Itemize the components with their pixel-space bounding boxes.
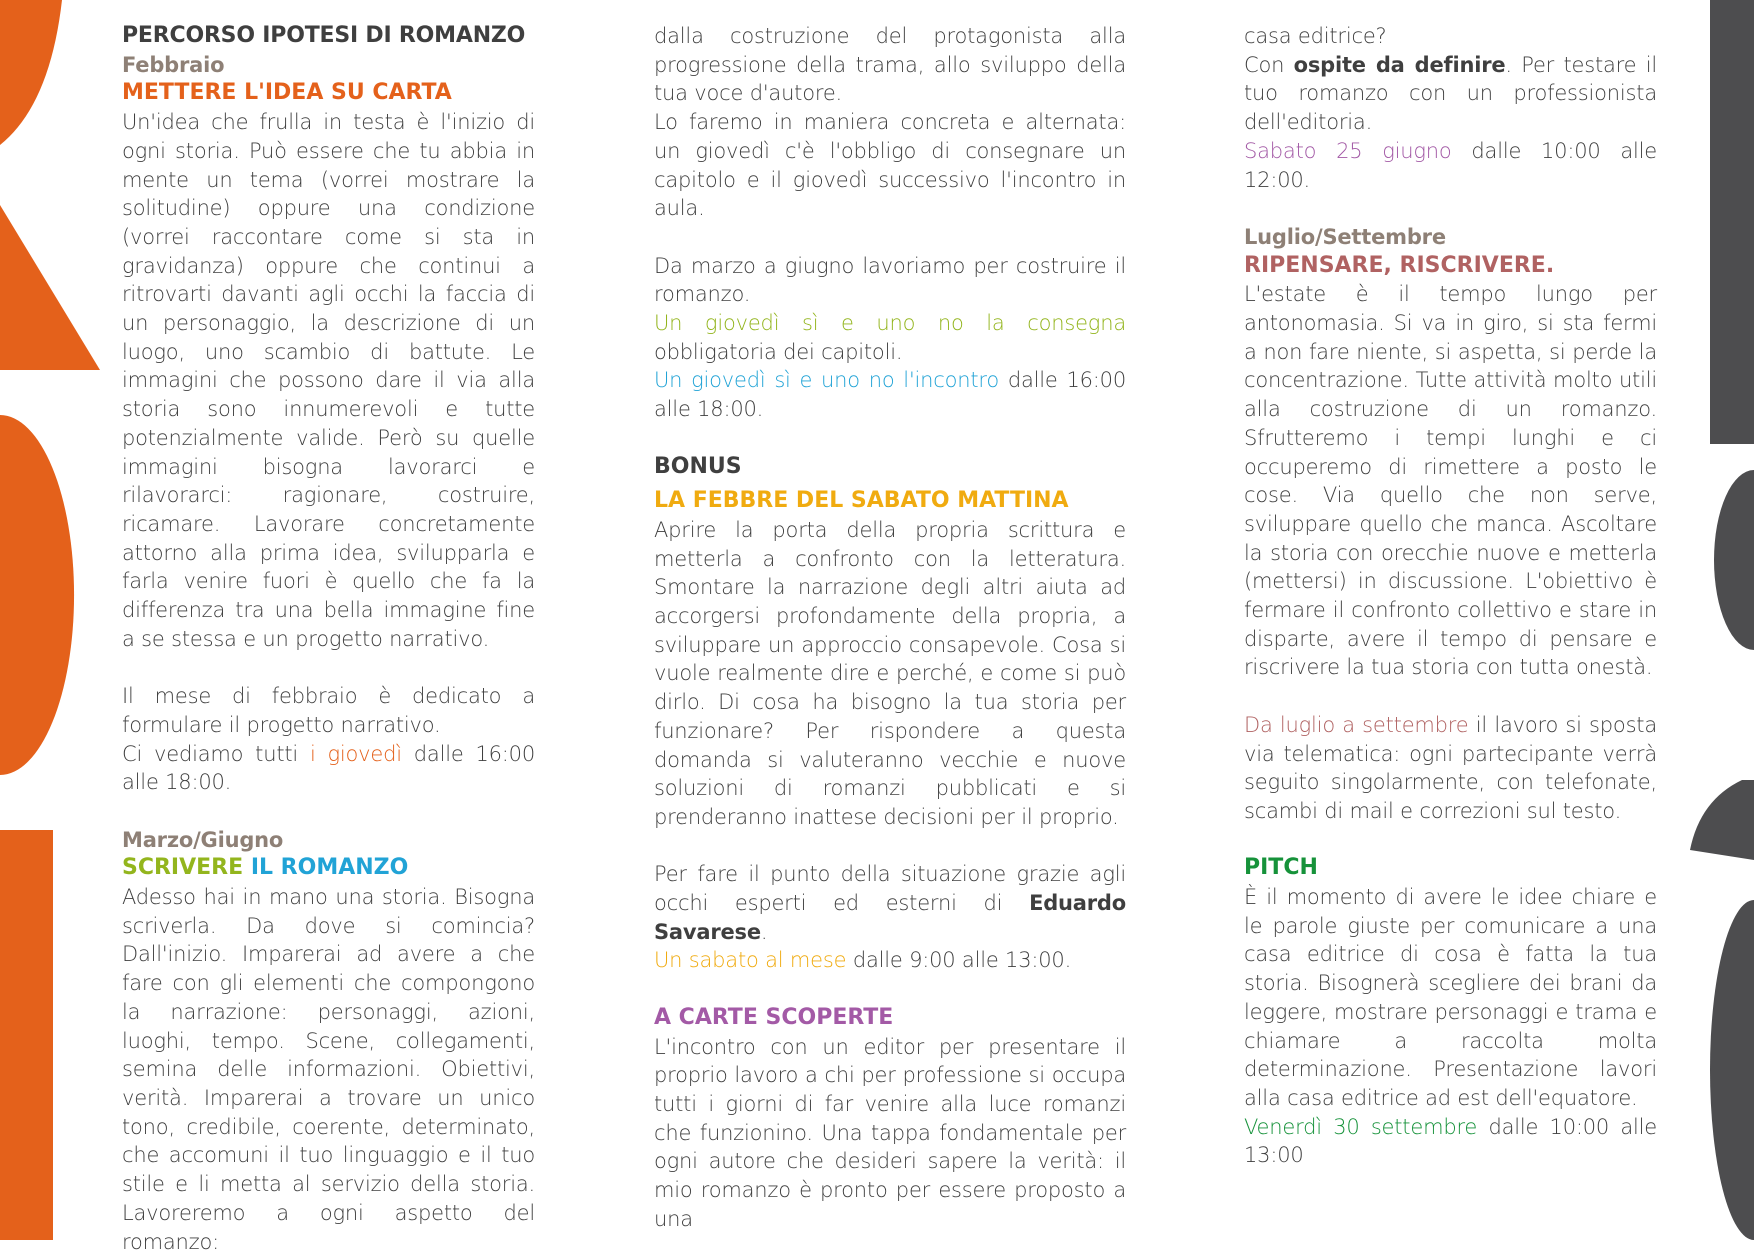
expert-post: . xyxy=(760,919,768,944)
carte-body-continued: casa editrice? xyxy=(1244,24,1387,48)
column-3 xyxy=(1244,22,1657,1170)
expert-pre: Per fare il punto della situazione grazie agli occhi esperti ed esterni di xyxy=(654,862,1126,916)
march-period: Da marzo a giugno lavoriamo per costruire il romanzo. xyxy=(654,253,1126,307)
bonus-schedule xyxy=(654,946,1126,975)
bonus-schedule-post: dalle 9:00 alle 13:00. xyxy=(852,948,1072,973)
bonus-body: Aprire la porta della propria scrittura e metterla a confronto con la letteratura. Smontare la narrazione degli altri aiuta ad accorgersi profondamente della propria, a sviluppare un approccio consapevole. Cosa si vuole realmente dire e perché, e come si può dirlo. Di cosa ha bisogno la tua storia per funzionare? Per rispondere a questa domanda si valuteranno vecchie e nuove soluzioni di romanzi pubblicati e si prenderanno inattese decisioni per il proprio. xyxy=(654,517,1126,829)
main-title: PERCORSO IPOTESI DI ROMANZO xyxy=(122,23,526,48)
pitch-date-post: dalle 10:00 alle 13:00 xyxy=(1244,1114,1657,1168)
pitch-title: PITCH xyxy=(1244,855,1318,881)
carte-date-highlight: Sabato 25 giugno xyxy=(1244,138,1452,163)
pitch-body: È il momento di avere le idee chiare e le parole giuste per comunicare a una casa editrice di cosa è fatta la tua storia. Bisognerà scegliere dei brani da leggere, mostrare personaggi e trama e chiamare a raccolta molta determinazione. Presentazione lavori alla casa editrice ad est dell'equatore. xyxy=(1244,885,1657,1110)
title-part-2: IL ROMANZO xyxy=(250,855,409,881)
section-title-february: METTERE L'IDEA SU CARTA xyxy=(122,80,452,106)
month-march-june: Marzo/Giugno xyxy=(122,827,284,852)
pitch-date-highlight: Venerdì 30 settembre xyxy=(1244,1114,1478,1139)
meeting-line xyxy=(654,366,1126,423)
carte-date xyxy=(1244,137,1657,194)
delivery-post: obbligatoria dei capitoli. xyxy=(654,339,903,364)
delivery-highlight: Un giovedì sì e uno no la consegna xyxy=(654,311,1126,336)
orange-decoration-left xyxy=(0,0,110,1240)
carte-title: A CARTE SCOPERTE xyxy=(654,1004,894,1030)
february-body: Un'idea che frulla in testa è l'inizio di ogni storia. Può essere che tu abbia in mente un tema (vorrei mostrare la solitudine) oppure una condizione (vorrei raccontare come si sta in gravidanza) oppure che continui a ritrovarti davanti agli occhi la faccia di un personaggio, la descrizione di un luogo, uno scambio di battute. Le immagini che possono dare il via alla storia sono innumerevoli e tutte potenzialmente valide. Però su quelle immagini bisogna lavorarci e rilavorarci: ragionare, costruire, ricamare. Lavorare concretamente attorno alla prima idea, svilupparla e farla venire fuori è quello che fa la differenza tra una bella immagine fine a se stessa e un progetto narrativo. xyxy=(122,110,535,651)
title-part-1: SCRIVERE xyxy=(122,855,244,881)
guest-pre: Con xyxy=(1244,52,1285,77)
expert-name: Eduardo Savarese xyxy=(654,891,1126,944)
gray-decoration-right xyxy=(1690,0,1754,1240)
schedule-pre: Ci vediamo tutti xyxy=(122,741,299,766)
carte-body: L'incontro con un editor per presentare il proprio lavoro a chi per professione si occupa tutti i giorni di far venire alla luce romanzi che funzionino. Una tappa fondamentale per ogni autore che desideri sapere la verità: il mio romanzo è pronto per essere proposto a una xyxy=(654,1034,1126,1231)
carte-date-post: dalle 10:00 alle 12:00. xyxy=(1244,138,1657,192)
july-period-post: il lavoro si sposta via telematica: ogni partecipante verrà seguito singolarmente, con telefonate, scambi di mail e correzioni sul testo. xyxy=(1244,712,1658,823)
march-body: Adesso hai in mano una storia. Bisogna scriverla. Da dove si comincia? Dall'inizio. Imparerai ad avere a che fare con gli elementi che compongono la narrazione: personaggi, azioni, luoghi, tempo. Scene, collegamenti, semina delle informazioni. Obiettivi, verità. Imparerai a trovare un unico tono, credibile, coerente, determinato, che accomuni il tuo linguaggio e il tuo stile e li metta al servizio della storia. Lavoreremo a ogni aspetto del romanzo: xyxy=(122,885,535,1254)
bonus-title: LA FEBBRE DEL SABATO MATTINA xyxy=(654,488,1069,514)
schedule-highlight: i giovedì xyxy=(309,741,402,766)
meeting-post: dalle 16:00 alle 18:00. xyxy=(654,368,1126,422)
guest-name: ospite da definire xyxy=(1293,52,1506,77)
guest-line xyxy=(1244,51,1657,137)
month-july-september: Luglio/Settembre xyxy=(1244,224,1446,249)
pitch-date xyxy=(1244,1113,1657,1170)
section-title-march xyxy=(122,854,535,883)
meeting-highlight: Un giovedì sì e uno no l'incontro xyxy=(654,368,1000,393)
bonus-label: BONUS xyxy=(654,453,742,479)
march-body-continued-2: Lo faremo in maniera concreta e alternata: un giovedì c'è l'obbligo di consegnare un capitolo e il giovedì successivo l'incontro in aula. xyxy=(654,110,1126,221)
february-dedicated: Il mese di febbraio è dedicato a formulare il progetto narrativo. xyxy=(122,684,535,737)
month-february: Febbraio xyxy=(122,52,225,77)
july-body: L'estate è il tempo lungo per antonomasia. Si va in giro, si sta fermi a non fare niente, si aspetta, si perde la concentrazione. Tutte attività molto utili alla costruzione di un romanzo. Sfrutteremo i tempi lunghi e ci occuperemo di rimettere a posto le cose. Via quello che non serve, sviluppare quello che manca. Ascoltare la storia con orecchie nuove e metterla (mettersi) in discussione. L'obiettivo è fermare il confronto collettivo e stare in disparte, avere il tempo di pensare e riscrivere la tua storia con tutta onestà. xyxy=(1244,282,1657,680)
section-title-july: RIPENSARE, RISCRIVERE. xyxy=(1244,252,1555,278)
delivery-line xyxy=(654,309,1126,366)
march-body-continued: dalla costruzione del protagonista alla progressione della trama, allo sviluppo della tua voce d'autore. xyxy=(654,24,1126,106)
bonus-schedule-highlight: Un sabato al mese xyxy=(654,948,847,973)
february-schedule xyxy=(122,740,535,797)
column-1 xyxy=(122,22,535,1256)
bonus-expert xyxy=(654,860,1126,946)
guest-post: . Per testare il tuo romanzo con un professionista dell'editoria. xyxy=(1244,52,1657,135)
schedule-post: dalle 16:00 alle 18:00. xyxy=(122,741,535,795)
july-period-highlight: Da luglio a settembre xyxy=(1244,712,1469,737)
july-period xyxy=(1244,711,1657,826)
column-2 xyxy=(654,22,1126,1233)
